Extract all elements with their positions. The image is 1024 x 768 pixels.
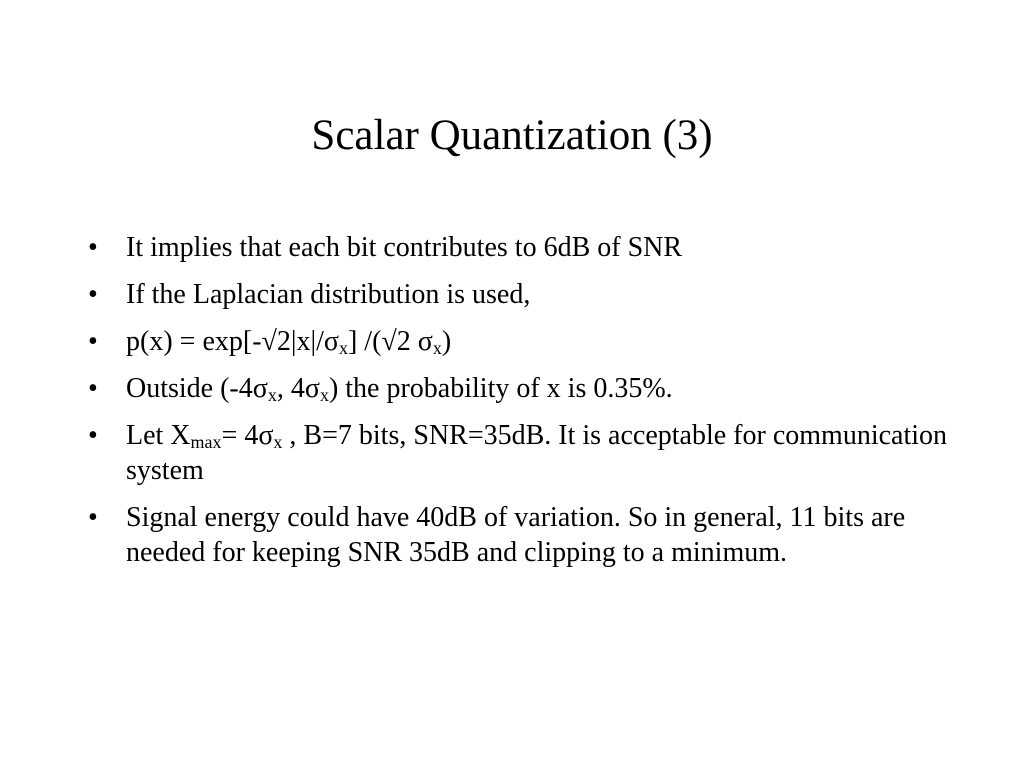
- subscript-text: x: [273, 432, 283, 452]
- text-run: If the Laplacian distribution is used,: [126, 279, 531, 310]
- bullet-item: [88, 277, 948, 312]
- text-run: Let X: [126, 420, 191, 451]
- bullet-item: [88, 500, 948, 570]
- text-run: ] /(√2 σ: [347, 326, 433, 357]
- bullet-marker: •: [88, 326, 98, 357]
- text-run: Outside (-4σ: [126, 373, 268, 404]
- subscript-text: max: [190, 432, 222, 452]
- text-run: Signal energy could have 40dB of variation. So in general, 11 bits are needed for keeping SNR 35dB and clipping to a minimum.: [126, 502, 906, 568]
- bullet-text: [126, 420, 947, 486]
- text-run: = 4σ: [221, 420, 274, 451]
- bullet-marker: •: [88, 232, 98, 263]
- bullet-item: [88, 324, 948, 359]
- bullet-list: [88, 230, 948, 582]
- bullet-marker: •: [88, 502, 98, 533]
- text-run: ) the probability of x is 0.35%.: [328, 373, 673, 404]
- subscript-text: x: [432, 338, 442, 358]
- bullet-text: [126, 373, 673, 404]
- bullet-marker: •: [88, 373, 98, 404]
- bullet-item: [88, 371, 948, 406]
- bullet-marker: •: [88, 420, 98, 451]
- bullet-text: [126, 279, 530, 310]
- bullet-item: [88, 230, 948, 265]
- slide-title: Scalar Quantization (3): [311, 112, 713, 159]
- text-run: , 4σ: [276, 373, 320, 404]
- bullet-item: [88, 418, 948, 488]
- text-run: , B=7 bits, SNR=35dB. It is acceptable for communication system: [126, 420, 948, 486]
- text-run: p(x) = exp[-√2|x|/σ: [126, 326, 339, 357]
- bullet-marker: •: [88, 279, 98, 310]
- subscript-text: x: [319, 385, 329, 405]
- text-run: ): [441, 326, 452, 357]
- text-run: It implies that each bit contributes to 6dB of SNR: [126, 232, 683, 263]
- bullet-text: [126, 502, 905, 568]
- bullet-text: [126, 326, 451, 357]
- subscript-text: x: [338, 338, 348, 358]
- bullet-text: [126, 232, 682, 263]
- subscript-text: x: [267, 385, 277, 405]
